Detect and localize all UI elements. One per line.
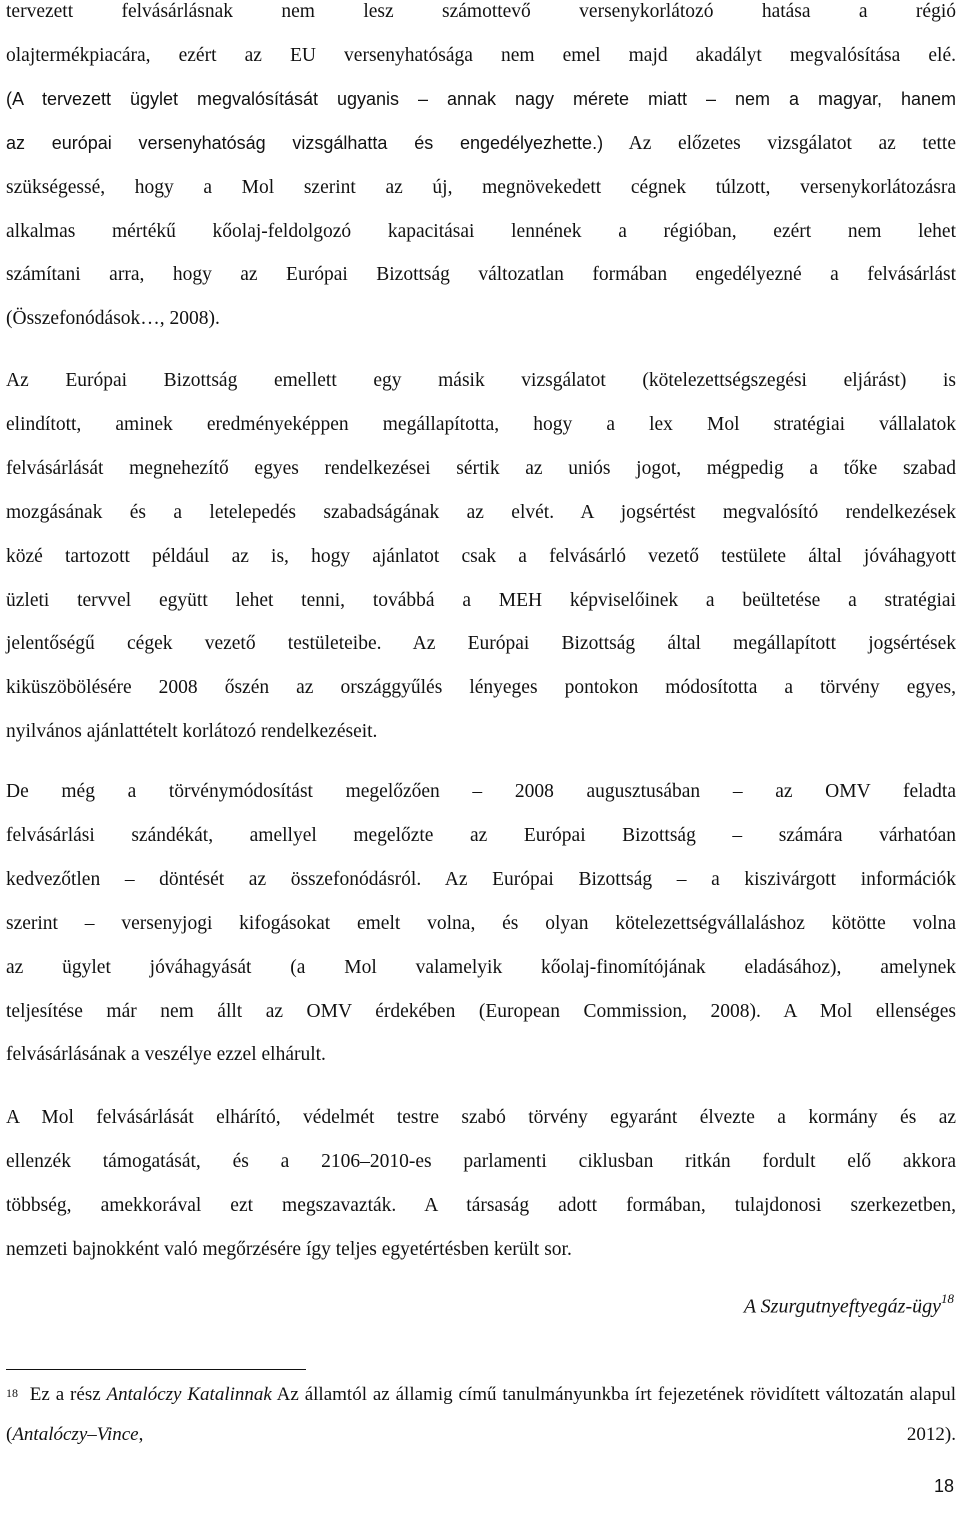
text-line: szükségessé, hogy a Mol szerint az új, megnövekedett cégnek túlzott, versenykorlátozásra	[6, 176, 956, 198]
footnote-number: 18	[6, 1386, 18, 1400]
footnote-text-middle: Az államtól az államig című tanulmányunkba írt fejezetének rövidített változatán alapul (	[6, 1384, 957, 1445]
text-line: felvásárlási szándékát, amellyel megelőzte az Európai Bizottság – számára várhatóan	[6, 824, 956, 846]
paragraph-2	[6, 359, 956, 754]
text-line: az európai versenyhatóság vizsgálhatta és engedélyezhette.) Az előzetes vizsgálatot az tette	[6, 132, 956, 154]
text-line: nyilvános ajánlattételt korlátozó rendelkezéseit.	[6, 721, 378, 743]
text-line: (A tervezett ügylet megvalósítását ugyanis – annak nagy mérete miatt – nem a magyar, hanem	[6, 88, 956, 109]
text-line: ellenzék támogatását, és a 2106–2010-es parlamenti ciklusban ritkán fordult elő akkora	[6, 1150, 956, 1172]
text-line: elindított, aminek eredményeképpen megállapította, hogy a lex Mol stratégiai vállalatok	[6, 413, 956, 435]
text-line: Az Európai Bizottság emellett egy másik vizsgálatot (kötelezettségszegési eljárást) is	[6, 370, 956, 391]
text-line: nemzeti bajnokként való megőrzésére így teljes egyetértésben került sor.	[6, 1238, 572, 1260]
text-line: többség, amekkorával ezt megszavazták. A társaság adott formában, tulajdonosi szerkezetben,	[6, 1194, 956, 1216]
text-line: felvásárlásának a veszélye ezzel elhárult.	[6, 1044, 326, 1066]
paragraph-3	[6, 770, 956, 1077]
paragraph-1	[6, 0, 956, 341]
footnote-line-1	[6, 1375, 956, 1455]
text-line: az ügylet jóváhagyását (a Mol valamelyik kőolaj-finomítójának eladásához), amelynek	[6, 956, 956, 978]
footnote	[6, 1375, 956, 1455]
section-heading-text: A Szurgutnyeftyegáz-ügy	[743, 1295, 941, 1318]
text-line-part: az európai versenyhatóság vizsgálhatta és engedélyezhette.)	[6, 132, 604, 153]
text-line: (Összefonódások…, 2008).	[6, 308, 220, 330]
text-line: jelentőségű cégek vezető testületeibe. Az Európai Bizottság által megállapított jogsértések	[6, 633, 956, 655]
text-line: De még a törvénymódosítást megelőzően – 2008 augusztusában – az OMV feladta	[6, 781, 956, 802]
text-line: közé tartozott például az is, hogy ajánlatot csak a felvásárló vezető testülete által jóváhagyott	[6, 545, 956, 567]
footnote-citation-authors: Antalóczy–Vince	[12, 1424, 139, 1445]
text-line: alkalmas mértékű kőolaj-feldolgozó kapacitásai lennének a régióban, ezért nem lehet	[6, 220, 956, 242]
text-line: kiküszöbölésére 2008 őszén az országgyűlés lényeges pontokon módosította a törvény egyes,	[6, 677, 956, 699]
footnote-reference[interactable]: 18	[941, 1291, 954, 1306]
text-line: kedvezőtlen – döntését az összefonódásról. Az Európai Bizottság – a kiszivárgott információk	[6, 868, 956, 890]
text-line: mozgásának és a letelepedés szabadságának az elvét. A jogsértést megvalósító rendelkezések	[6, 501, 956, 523]
footnote-separator	[6, 1369, 306, 1370]
text-line: olajtermékpiacára, ezért az EU versenyhatósága nem emel majd akadályt megvalósítása elé.	[6, 44, 956, 66]
text-line: A Mol felvásárlását elhárító, védelmét testre szabó törvény egyaránt élvezte a kormány és az	[6, 1107, 956, 1128]
text-line: szerint – versenyjogi kifogásokat emelt volna, és olyan kötelezettségvállaláshoz kötötte volna	[6, 912, 956, 934]
text-line: teljesítése már nem állt az OMV érdekében (European Commission, 2008). A Mol ellenséges	[6, 1000, 956, 1022]
text-line: tervezett felvásárlásnak nem lesz számottevő versenykorlátozó hatása a régió	[6, 1, 956, 22]
text-line: üzleti tervvel együtt lehet tenni, továbbá a MEH képviselőinek a beültetése a stratégiai	[6, 589, 956, 611]
footnote-text-after: , 2012).	[138, 1424, 956, 1445]
text-line: felvásárlását megnehezítő egyes rendelkezései sértik az uniós jogot, mégpedig a tőke szabad	[6, 457, 956, 479]
footnote-author: Antalóczy Katalinnak	[106, 1384, 272, 1405]
section-heading	[744, 1293, 954, 1319]
paragraph-4	[6, 1096, 956, 1272]
text-line: számítani arra, hogy az Európai Bizottság változatlan formában engedélyezné a felvásárlást	[6, 264, 956, 286]
page-number: 18	[933, 1476, 954, 1496]
footnote-text-before: Ez a rész	[29, 1384, 107, 1405]
